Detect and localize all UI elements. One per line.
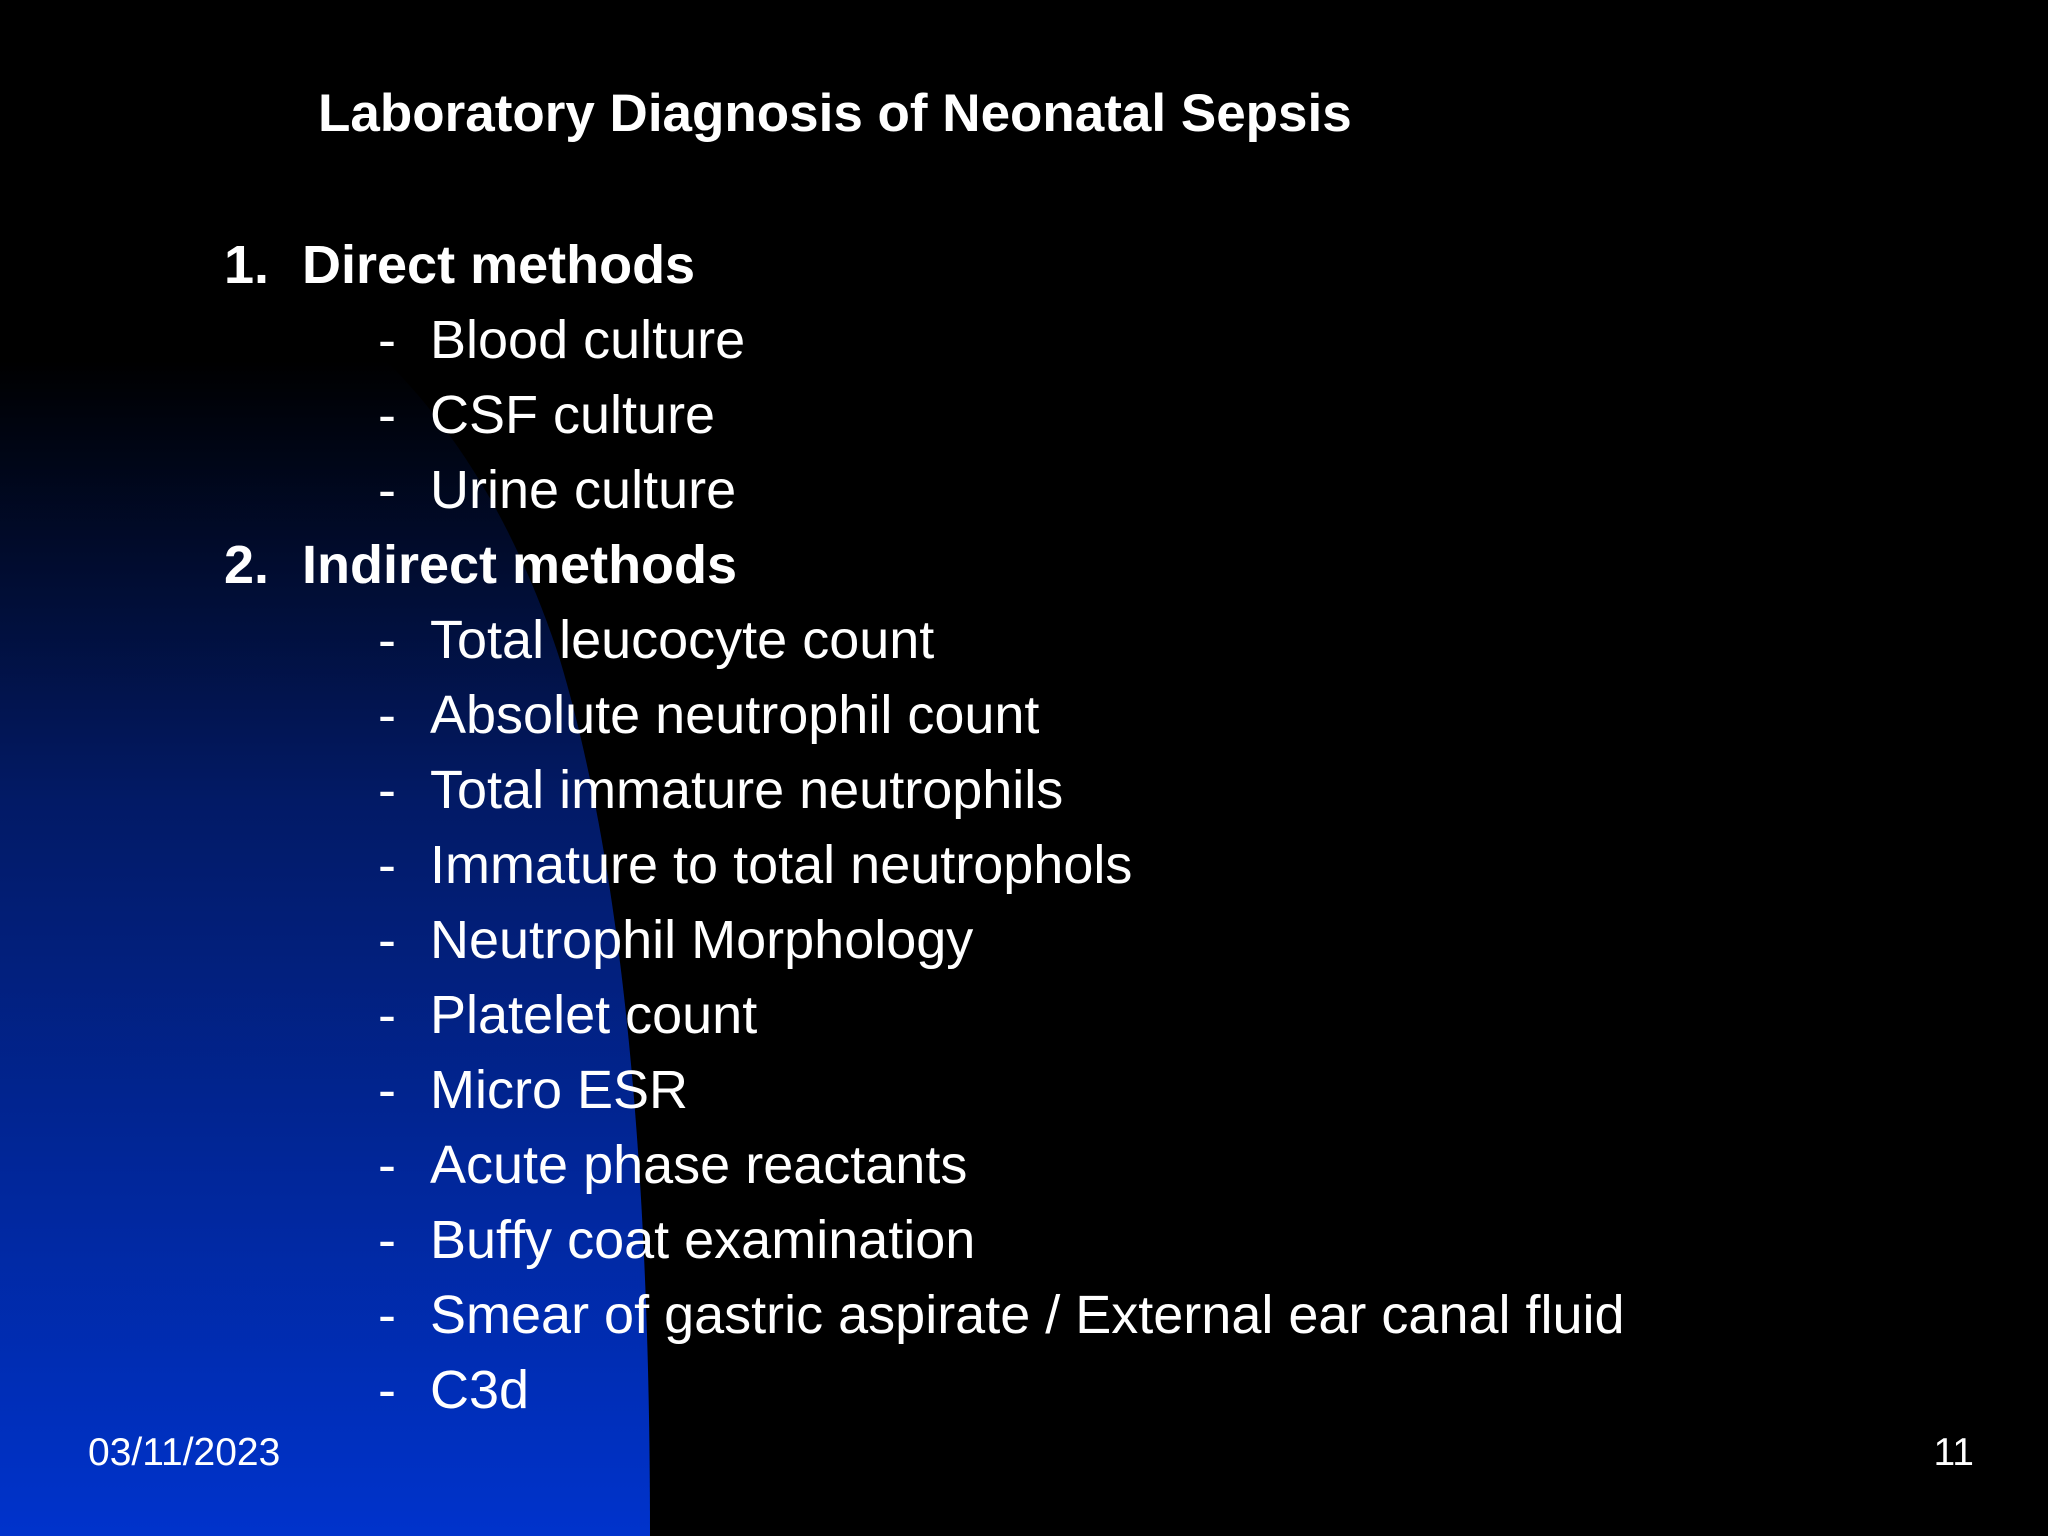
section-heading-text: Indirect methods [302,535,738,595]
list-item-text: Neutrophil Morphology [430,910,974,970]
list-item [378,1128,967,1203]
bullet-dash: - [378,460,396,520]
list-item-text: Urine culture [430,460,737,520]
list-item [378,828,1132,903]
bullet-dash: - [378,985,396,1045]
section-heading [224,228,695,303]
list-item [378,603,934,678]
list-item [378,303,745,378]
list-item [378,903,973,978]
list-item-text: Blood culture [430,310,746,370]
list-item-text: Immature to total neutrophols [430,835,1133,895]
list-item-text: Platelet count [430,985,758,1045]
list-item [378,453,736,528]
bullet-dash: - [378,1285,396,1345]
list-item-text: Smear of gastric aspirate / External ear canal fluid [430,1285,1625,1345]
bullet-dash: - [378,910,396,970]
bullet-dash: - [378,610,396,670]
bullet-dash: - [378,310,396,370]
list-item-text: Acute phase reactants [430,1135,968,1195]
bullet-dash: - [378,1210,396,1270]
section-number: 1. [224,235,270,295]
list-item [378,1203,975,1278]
footer-page-number: 11 [1933,1431,1974,1474]
section-number: 2. [224,535,270,595]
list-item [378,1278,1625,1353]
section-heading-text: Direct methods [302,235,696,295]
list-item-text: CSF culture [430,385,716,445]
list-item-text: Buffy coat examination [430,1210,976,1270]
bullet-dash: - [378,385,396,445]
list-item-text: Absolute neutrophil count [430,685,1040,745]
list-item-text: C3d [430,1360,530,1420]
bullet-dash: - [378,685,396,745]
bullet-dash: - [378,1360,396,1420]
footer-date: 03/11/2023 [88,1431,281,1474]
list-item-text: Total immature neutrophils [430,760,1064,820]
bullet-dash: - [378,835,396,895]
list-item [378,678,1039,753]
list-item [378,978,757,1053]
slide-title: Laboratory Diagnosis of Neonatal Sepsis [318,84,1352,143]
list-item [378,753,1063,828]
list-item-text: Micro ESR [430,1060,689,1120]
bullet-dash: - [378,1135,396,1195]
bullet-dash: - [378,1060,396,1120]
section-heading [224,528,737,603]
list-item [378,1353,529,1428]
list-item-text: Total leucocyte count [430,610,935,670]
list-item [378,378,715,453]
list-item [378,1053,688,1128]
bullet-dash: - [378,760,396,820]
